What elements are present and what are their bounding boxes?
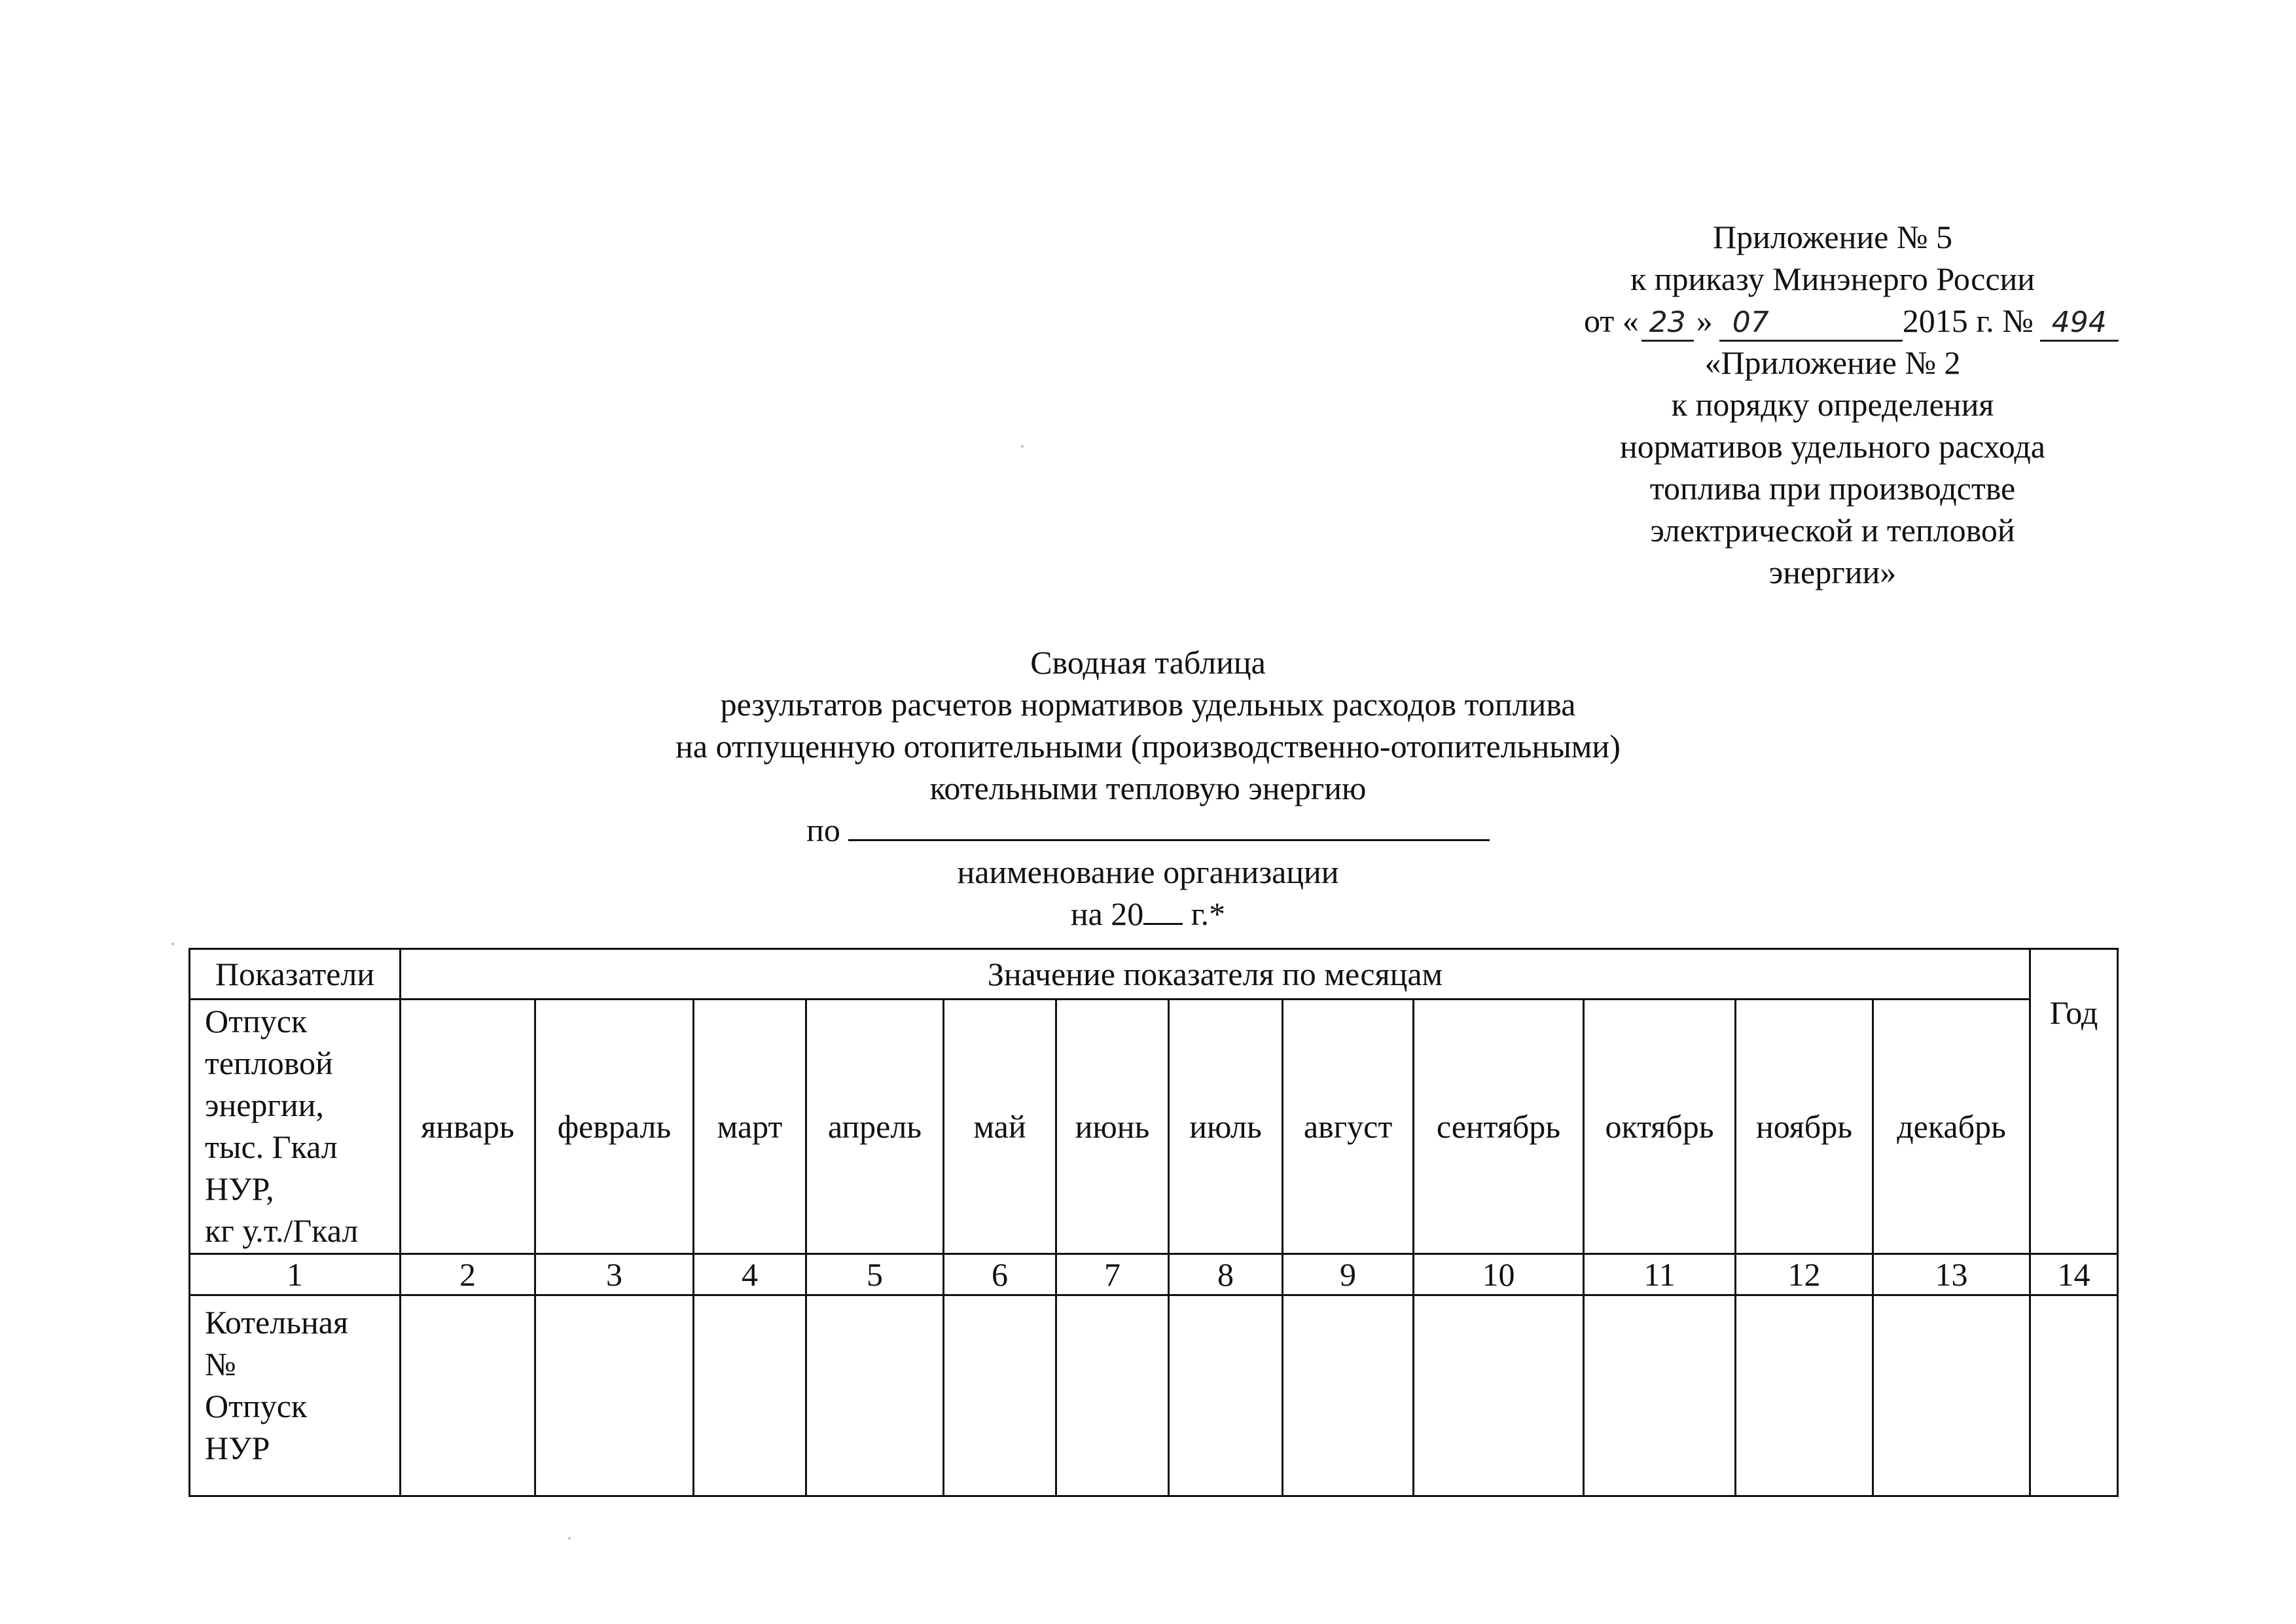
column-number: 14 [2030, 1254, 2118, 1295]
value-cell[interactable] [806, 1295, 944, 1496]
column-number: 9 [1283, 1254, 1414, 1295]
month-header: апрель [806, 1000, 944, 1254]
document-title [0, 641, 2296, 935]
order-number-handwritten: 494 [2040, 306, 2119, 342]
scan-speck [1021, 445, 1024, 448]
indicator-line: Отпуск [205, 1003, 308, 1039]
column-number: 3 [535, 1254, 694, 1295]
value-cell[interactable] [1873, 1295, 2030, 1496]
date-year: 2015 г. № [1902, 302, 2034, 339]
indicator-line: НУР, [205, 1170, 274, 1207]
year-blank[interactable] [1143, 897, 1183, 925]
value-cell[interactable] [1414, 1295, 1584, 1496]
value-cell[interactable] [1283, 1295, 1414, 1496]
scan-speck [568, 1537, 571, 1540]
month-header: ноябрь [1736, 1000, 1873, 1254]
date-prefix: от « [1584, 302, 1639, 339]
boiler-line: № [205, 1346, 236, 1382]
value-cell[interactable] [1584, 1295, 1736, 1496]
appendix-line-2: к порядку определения [1671, 386, 1994, 423]
appendix-order-ref: к приказу Минэнерго России [1630, 261, 2036, 297]
value-cell[interactable] [401, 1295, 535, 1496]
scan-speck [171, 943, 174, 945]
table-row [190, 1295, 2118, 1496]
column-number: 8 [1169, 1254, 1283, 1295]
column-number: 1 [190, 1254, 401, 1295]
column-number: 6 [944, 1254, 1056, 1295]
value-cell[interactable] [2030, 1295, 2118, 1496]
month-header: июль [1169, 1000, 1283, 1254]
month-header: октябрь [1584, 1000, 1736, 1254]
month-header: август [1283, 1000, 1414, 1254]
value-cell[interactable] [1736, 1295, 1873, 1496]
indicator-line: тепловой [205, 1045, 333, 1081]
appendix-order-date [1584, 300, 2107, 342]
month-header: февраль [535, 1000, 694, 1254]
value-cell[interactable] [535, 1295, 694, 1496]
organization-caption: наименование организации [957, 854, 1339, 890]
boiler-line: НУР [205, 1430, 270, 1466]
title-line-4: котельными тепловую энергию [929, 770, 1367, 806]
appendix-header [1584, 216, 2107, 593]
title-line-1: Сводная таблица [1030, 644, 1266, 681]
appendix-line-4: топлива при производстве [1649, 470, 2016, 507]
value-cell[interactable] [1169, 1295, 1283, 1496]
value-cell[interactable] [694, 1295, 806, 1496]
header-monthly-values: Значение показателя по месяцам [401, 949, 2030, 1000]
organization-line [0, 809, 2296, 851]
column-number: 10 [1414, 1254, 1584, 1295]
title-line-2: результатов расчетов нормативов удельных расходов топлива [720, 686, 1576, 723]
appendix-line-5: электрической и тепловой [1650, 512, 2015, 549]
date-month-handwritten: 07 [1719, 306, 1903, 342]
date-day-handwritten: 23 [1641, 306, 1694, 342]
appendix-number: Приложение № 5 [1712, 219, 1953, 255]
month-header: март [694, 1000, 806, 1254]
month-header: сентябрь [1414, 1000, 1584, 1254]
appendix-line-1: «Приложение № 2 [1704, 344, 1961, 381]
month-header: май [944, 1000, 1056, 1254]
indicator-line: энергии, [205, 1087, 324, 1123]
po-label: по [806, 812, 840, 848]
date-close: » [1696, 302, 1713, 339]
value-cell[interactable] [944, 1295, 1056, 1496]
boiler-line: Котельная [205, 1304, 348, 1341]
indicator-line: кг у.т./Гкал [205, 1212, 359, 1249]
month-header: январь [401, 1000, 535, 1254]
month-header: июнь [1056, 1000, 1169, 1254]
column-number: 12 [1736, 1254, 1873, 1295]
boiler-line: Отпуск [205, 1388, 308, 1424]
table-header-row [190, 949, 2118, 1000]
column-number-row [190, 1254, 2118, 1295]
column-number: 11 [1584, 1254, 1736, 1295]
appendix-line-3: нормативов удельного расхода [1620, 428, 2045, 465]
column-number: 5 [806, 1254, 944, 1295]
table-months-row [190, 1000, 2118, 1254]
month-header: декабрь [1873, 1000, 2030, 1254]
indicator-description [190, 1000, 401, 1254]
year-prefix: на 20 [1070, 895, 1144, 932]
boiler-description [190, 1295, 401, 1496]
column-number: 7 [1056, 1254, 1169, 1295]
appendix-line-6: энергии» [1768, 554, 1897, 590]
organization-blank[interactable] [848, 809, 1490, 841]
title-line-3: на отпущенную отопительными (производственно-отопительными) [675, 728, 1621, 765]
header-indicators: Показатели [190, 949, 401, 1000]
column-number: 4 [694, 1254, 806, 1295]
column-number: 2 [401, 1254, 535, 1295]
value-cell[interactable] [1056, 1295, 1169, 1496]
summary-table [188, 948, 2119, 1497]
year-suffix: г.* [1183, 895, 1226, 932]
header-year: Год [2030, 949, 2118, 1254]
column-number: 13 [1873, 1254, 2030, 1295]
year-line [0, 893, 2296, 935]
indicator-line: тыс. Гкал [205, 1128, 338, 1165]
